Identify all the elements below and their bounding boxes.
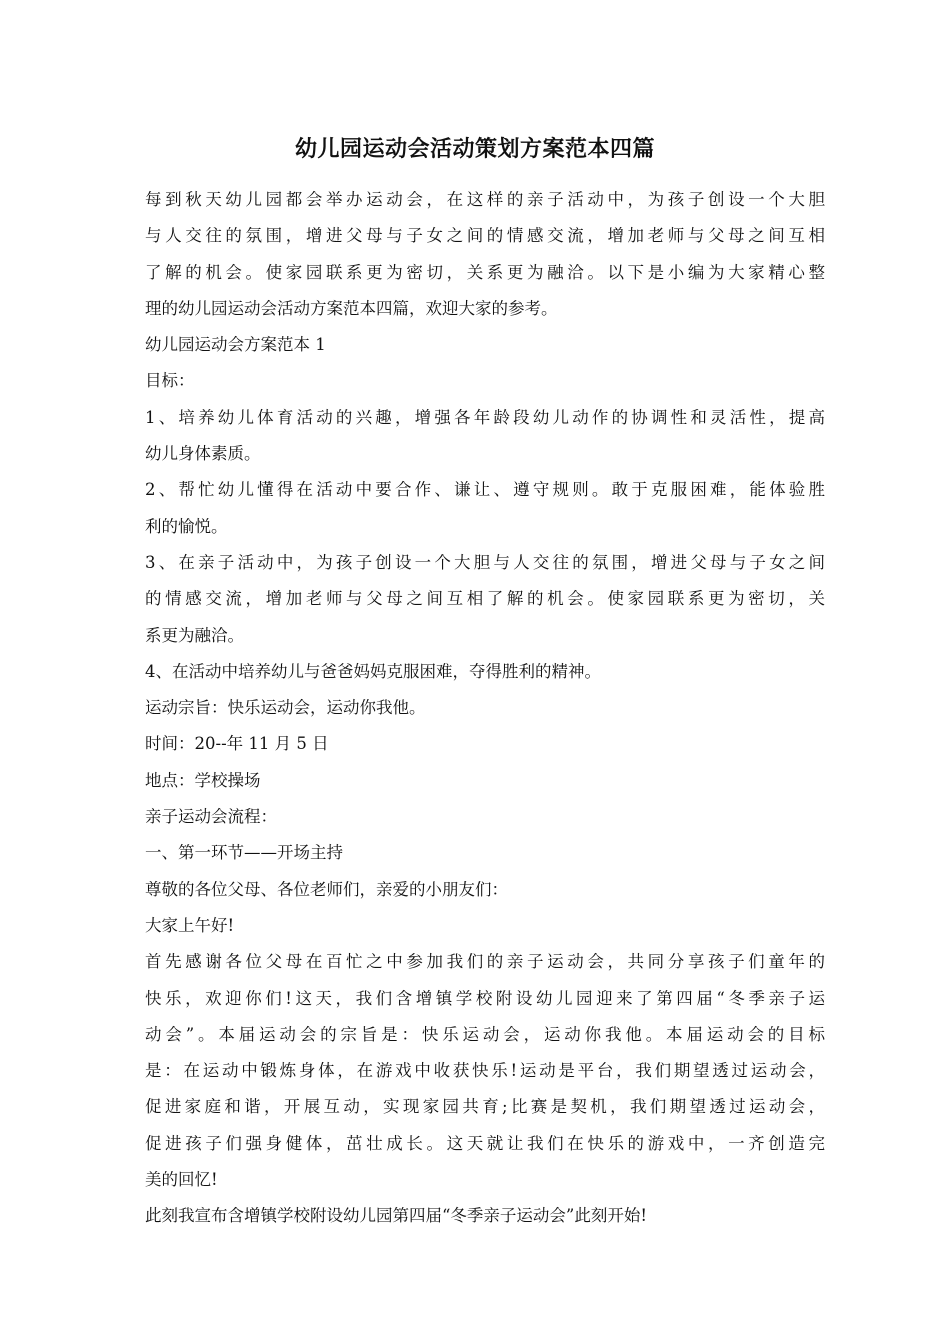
paragraph-line: 每到秋天幼儿园都会举办运动会，在这样的亲子活动中，为孩子创设一个大胆 xyxy=(145,190,825,209)
paragraph-line: 美的回忆! xyxy=(145,1170,218,1190)
list-item-line: 4、在活动中培养幼儿与爸爸妈妈克服困难，夺得胜利的精神。 xyxy=(145,661,601,681)
paragraph-line: 运动宗旨：快乐运动会，运动你我他。 xyxy=(145,698,426,718)
paragraph-line: 快乐，欢迎你们!这天，我们含增镇学校附设幼儿园迎来了第四届“冬季亲子运 xyxy=(145,988,825,1008)
paragraph-line: 尊敬的各位父母、各位老师们，亲爱的小朋友们： xyxy=(145,879,508,899)
list-item-line: 的情感交流，增加老师与父母之间互相了解的机会。使家园联系更为密切，关 xyxy=(145,589,825,609)
list-item-line: 系更为融洽。 xyxy=(145,625,244,645)
section-heading: 幼儿园运动会方案范本 1 xyxy=(145,335,326,355)
list-item-line: 2、帮忙幼儿懂得在活动中要合作、谦让、遵守规则。敢于克服困难，能体验胜 xyxy=(145,480,825,500)
paragraph-line: 亲子运动会流程： xyxy=(145,807,277,827)
list-item-line: 1、培养幼儿体育活动的兴趣，增强各年龄段幼儿动作的协调性和灵活性，提高 xyxy=(145,407,825,427)
paragraph-line: 首先感谢各位父母在百忙之中参加我们的亲子运动会，共同分享孩子们童年的 xyxy=(145,952,825,972)
paragraph-line: 了解的机会。使家园联系更为密切，关系更为融洽。以下是小编为大家精心整 xyxy=(145,262,825,282)
paragraph-line: 时间：20--年 11 月 5 日 xyxy=(145,734,329,754)
document-body xyxy=(145,182,825,1235)
paragraph-line: 动会”。本届运动会的宗旨是：快乐运动会，运动你我他。本届运动会的目标 xyxy=(145,1024,825,1044)
paragraph-line: 地点：学校操场 xyxy=(145,770,261,790)
paragraph-line: 理的幼儿园运动会活动方案范本四篇，欢迎大家的参考。 xyxy=(145,298,558,318)
paragraph-line: 与人交往的氛围，增进父母与子女之间的情感交流，增加老师与父母之间互相 xyxy=(145,226,825,246)
paragraph-line: 目标： xyxy=(145,371,195,391)
list-item-line: 利的愉悦。 xyxy=(145,516,228,536)
list-item-line: 幼儿身体素质。 xyxy=(145,444,261,464)
document-title: 幼儿园运动会活动策划方案范本四篇 xyxy=(294,136,655,162)
paragraph-line: 此刻我宣布含增镇学校附设幼儿园第四届“冬季亲子运动会”此刻开始! xyxy=(145,1206,648,1226)
paragraph-line: 促进孩子们强身健体，茁壮成长。这天就让我们在快乐的游戏中，一齐创造完 xyxy=(145,1133,825,1153)
paragraph-line: 是：在运动中锻炼身体，在游戏中收获快乐!运动是平台，我们期望透过运动会， xyxy=(145,1061,825,1081)
paragraph-line: 一、第一环节——开场主持 xyxy=(145,843,343,863)
list-item-line: 3、在亲子活动中，为孩子创设一个大胆与人交往的氛围，增进父母与子女之间 xyxy=(145,552,825,572)
paragraph-line: 促进家庭和谐，开展互动，实现家园共育;比赛是契机，我们期望透过运动会， xyxy=(145,1097,825,1117)
paragraph-line: 大家上午好! xyxy=(145,915,235,935)
